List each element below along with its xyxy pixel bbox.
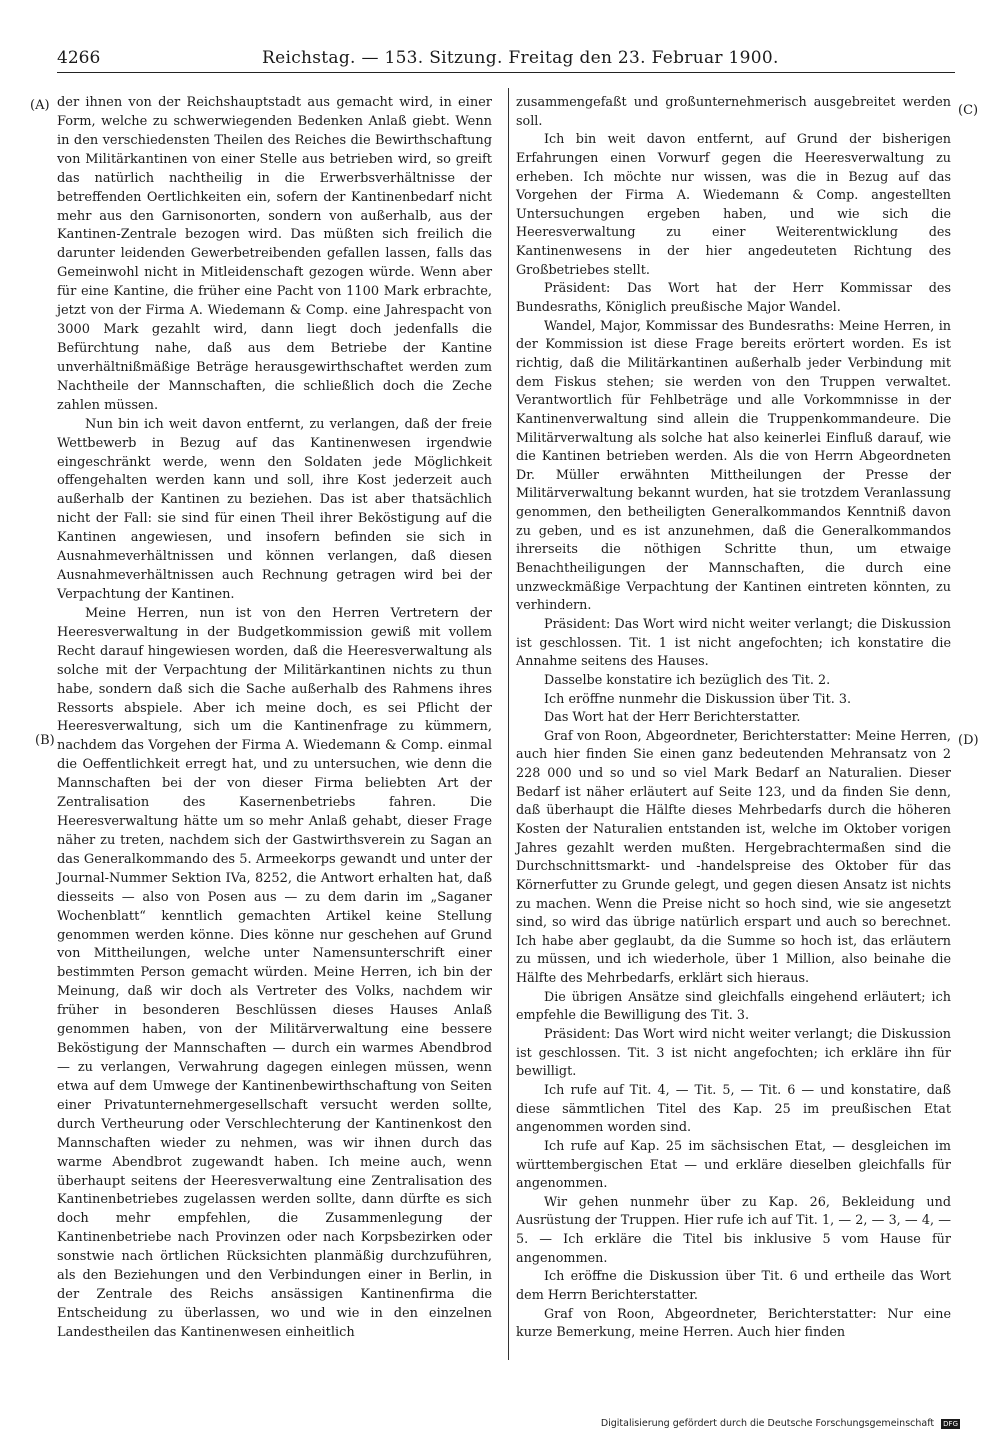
speaker-paragraph: Präsident: Das Wort hat der Herr Kommissar des Bundesraths, Königlich preußische Major Wandel. (516, 281, 951, 316)
footer-credit (601, 1418, 960, 1429)
paragraph: Ich rufe auf Tit. 4, — Tit. 5, — Tit. 6 — und konstatire, daß diese sämmtlichen Titel des Kap. 25 im preußischen Etat angenommen worden sind. (516, 1082, 951, 1136)
speaker-paragraph: Präsident: Das Wort wird nicht weiter verlangt; die Diskussion ist geschlossen. Tit. 1 ist nicht angefochten; ich konstatire die Annahme seitens des Hauses. (516, 616, 951, 670)
paragraph: Ich rufe auf Kap. 25 im sächsischen Etat, — desgleichen im württembergischen Etat — und erkläre dieselben gleichfalls für angenommen. (516, 1138, 951, 1192)
right-column (516, 94, 951, 1343)
speaker-paragraph: Präsident: Das Wort wird nicht weiter verlangt; die Diskussion ist geschlossen. Tit. 3 ist nicht angefochten; ich erkläre ihn für bewilligt. (516, 1027, 951, 1080)
paragraph: Meine Herren, nun ist von den Herren Vertretern der Heeresverwaltung in der Budgetkommission gewiß mit vollem Recht darauf hingewiesen worden, daß die Heeresverwaltung als solche mit der Verpachtung der Militärkantinen nichts zu thun habe, sondern daß sich die Sache außerhalb des Rahmens ihres Ressorts abspiele. Aber ich meine doch, es sei Pflicht der Heeresverwaltung, sich um die Kantinenfrage zu kümmern, nachdem das Vorgehen der Firma A. Wiedemann & Comp. einmal die Oeffentlichkeit erregt hat, und zu untersuchen, wie denn die Mannschaften bei der von dieser Firma beliebten Art der Zentralisation des Kasernenbetriebs fahren. Die Heeresverwaltung hätte um so mehr Anlaß gehabt, dieser Frage näher zu treten, nachdem sich der Gastwirthsverein zu Sagan an das Generalkommando des 5. Armeekorps gewandt und unter der Journal-Nummer Sektion IVa, 8252, die Antwort erhalten hat, daß diesseits — also von Posen aus — zu dem darin im „Saganer Wochenblatt“ kenntlich gemachten Artikel keine Stellung genommen werden könne. Dies könne nur geschehen auf Grund von Mittheilungen, welche unter Namensunterschrift einer bestimmten Person gemacht würden. Meine Herren, ich bin der Meinung, daß wir doch als Vertreter des Volks, nachdem wir früher in besonderen Beschlüssen dieses Hauses Anlaß genommen haben, von der Militärverwaltung eine bessere Beköstigung der Mannschaften — durch ein warmes Abendbrod — zu verlangen, Verwahrung dagegen einlegen müssen, wenn etwa auf dem Umwege der Kantinenbewirthschaftung von Seiten einer Privatunternehmergesellschaft versucht werden sollte, durch Vertheurung oder Verschlechterung der Kantinenkost den Mannschaften wieder zu nehmen, was wir ihnen durch das warme Abendbrot zugewandt haben. Ich meine auch, wenn überhaupt seitens der Heeresverwaltung eine Zentralisation des Kantinenbetriebes zugelassen werden sollte, dann dürfte es sich doch mehr empfehlen, die Zusammenlegung der Kantinenbetriebe nach Provinzen oder nach Korpsbezirken oder sonstwie nach örtlichen Rücksichten planmäßig durchzuführen, als den Beziehungen und den Verbindungen einer in Berlin, in der Zentrale des Reichs ansässigen Kantinenfirma die Entscheidung zu überlassen, wo und wie in den einzelnen Landestheilen das Kantinenwesen einheitlich (57, 605, 492, 1340)
page-header (57, 46, 955, 72)
paragraph: der ihnen von der Reichshauptstadt aus gemacht wird, in einer Form, welche zu schwerwiegenden Bedenken Anlaß giebt. Wenn in den verschiedensten Theilen des Reiches die Bewirthschaftung von Militärkantinen von einer Stelle aus betrieben wird, so greift das natürlich nachtheilig in die Erwerbsverhältnisse der betreffenden Oertlichkeiten ein, sofern der Kantinenbedarf nicht mehr aus den Garnisonorten, sondern von außerhalb, aus der Kantinen-Zentrale bezogen wird. Das müßten sich freilich die darunter leidenden Gewerbetreibenden gefallen lassen, falls das Gemeinwohl nicht in Mitleidenschaft gezogen würde. Wenn aber für eine Kantine, die früher eine Pacht von 1100 Mark erbrachte, jetzt von der Firma A. Wiedemann & Comp. eine Jahrespacht von 3000 Mark gezahlt wird, dann liegt doch jedenfalls die Befürchtung nahe, daß aus dem Betriebe der Kantine unverhältnißmäßige Beträge herausgewirthschaftet werden zum Nachtheile der Mannschaften, die schließlich doch die Zeche zahlen müssen. (57, 95, 492, 413)
paragraph: Die übrigen Ansätze sind gleichfalls eingehend erläutert; ich empfehle die Bewilligung des Tit. 3. (516, 989, 951, 1024)
left-column (57, 94, 492, 1343)
running-title: Reichstag. — 153. Sitzung. Freitag den 23. Februar 1900. (262, 48, 779, 68)
paragraph: Das Wort hat der Herr Berichterstatter. (544, 710, 801, 726)
credit-text: Digitalisierung gefördert durch die Deutsche Forschungsgemeinschaft (600, 1418, 935, 1429)
speaker-paragraph: Wandel, Major, Kommissar des Bundesraths: Meine Herren, in der Kommission ist diese Frage bereits erörtert worden. Es ist richtig, daß die Militärkantinen außerhalb jeder Verbindung mit dem Fiskus stehen; sie werden von den Truppen verwaltet. Verantwortlich für Fehlbeträge und alle Vorkommnisse in der Kantinenverwaltung sind allein die Truppenkommandeure. Die Militärverwaltung als solche hat also keinerlei Einfluß darauf, wie die Kantinen betrieben werden. Als die von Herrn Abgeordneten Dr. Müller erwähnten Mittheilungen der Presse der Militärverwaltung bekannt wurden, hat sie trotzdem Veranlassung genommen, den betheiligten Generalkommandos Kenntniß davon zu geben, und es ist anzunehmen, daß die Generalkommandos ihrerseits die nöthigen Schritte thun, um etwaige Benachtheiligungen der Mannschaften, die durch eine unzweckmäßige Verpachtung der Kantinen eintreten könnten, zu verhindern. (516, 318, 951, 614)
paragraph: Ich eröffne die Diskussion über Tit. 6 und ertheile das Wort dem Herrn Berichterstatter. (516, 1269, 951, 1303)
speaker-paragraph: Graf von Roon, Abgeordneter, Berichterstatter: Nur eine kurze Bemerkung, meine Herren. Auch hier finden (516, 1306, 951, 1341)
paragraph: zusammengefaßt und großunternehmerisch ausgebreitet werden soll. (516, 95, 951, 129)
margin-marker-a: (A) (30, 98, 50, 113)
paragraph: Nun bin ich weit davon entfernt, zu verlangen, daß der freie Wettbewerb in Bezug auf das Kantinenwesen irgendwie eingeschränkt werde, wenn den Soldaten jede Möglichkeit offengehalten werden kann und soll, ihre Kost jederzeit auch außerhalb der Kantinen zu beziehen. Das ist aber thatsächlich nicht der Fall: sie sind für einen Theil ihrer Beköstigung auf die Kantinen angewiesen, und insofern befinden sie sich in Ausnahmeverhältnissen und können verlangen, daß diesen Ausnahmeverhältnissen auch Rechnung getragen wird bei der Verpachtung der Kantinen. (57, 416, 492, 602)
paragraph: Dasselbe konstatire ich bezüglich des Tit. 2. (544, 672, 831, 688)
speaker-paragraph: Graf von Roon, Abgeordneter, Berichterstatter: Meine Herren, auch hier finden Sie einen ganz bedeutenden Mehransatz von 2 228 000 und so und so viel Mark Bedarf an Naturalien. Dieser Bedarf ist näher erläutert auf Seite 123, und da finden Sie denn, daß überhaupt die Hälfte dieses Mehrbedarfs durch die höheren Kosten der Naturalien entstanden ist, welche im Oktober vorigen Jahres gezahlt werden mußten. Hergebrachtermaßen sind die Durchschnittsmarkt- und -handelspreise des Oktober für das Körnerfutter zu Grunde gelegt, und gegen diesen Ansatz ist nichts zu machen. Wenn die Preise nicht so hoch sind, wie sie angesetzt sind, so wird das übrige natürlich erspart und auch so berechnet. Ich habe aber geglaubt, da die Summe so hoch ist, das erläutern zu müssen, und ich wiederhole, über 1 Million, also beinahe die Hälfte des Mehrbedarfs, erklärt sich hieraus. (516, 728, 951, 987)
page-number: 4266 (57, 48, 101, 68)
dfg-logo: DFG (943, 1419, 958, 1428)
margin-marker-b: (B) (35, 733, 55, 748)
paragraph: Wir gehen nunmehr über zu Kap. 26, Bekleidung und Ausrüstung der Truppen. Hier rufe ich auf Tit. 1, — 2, — 3, — 4, — 5. — Ich erkläre die Titel bis inklusive 5 vom Hause für angenommen. (516, 1194, 951, 1266)
paragraph: Ich eröffne nunmehr die Diskussion über Tit. 3. (544, 691, 852, 707)
margin-marker-d: (D) (958, 733, 979, 748)
paragraph: Ich bin weit davon entfernt, auf Grund der bisherigen Erfahrungen einen Vorwurf gegen die Heeresverwaltung zu erheben. Ich möchte nur wissen, was die in Bezug auf das Vorgehen der Firma A. Wiedemann & Comp. angestellten Untersuchungen ergeben haben, und wie sich die Heeresverwaltung zu einer Weiterentwicklung des Kantinenwesens in der hier angedeuteten Richtung des Großbetriebes stellt. (516, 132, 951, 278)
header-rule (57, 72, 955, 73)
column-divider (508, 88, 509, 1360)
margin-marker-c: (C) (958, 103, 979, 118)
